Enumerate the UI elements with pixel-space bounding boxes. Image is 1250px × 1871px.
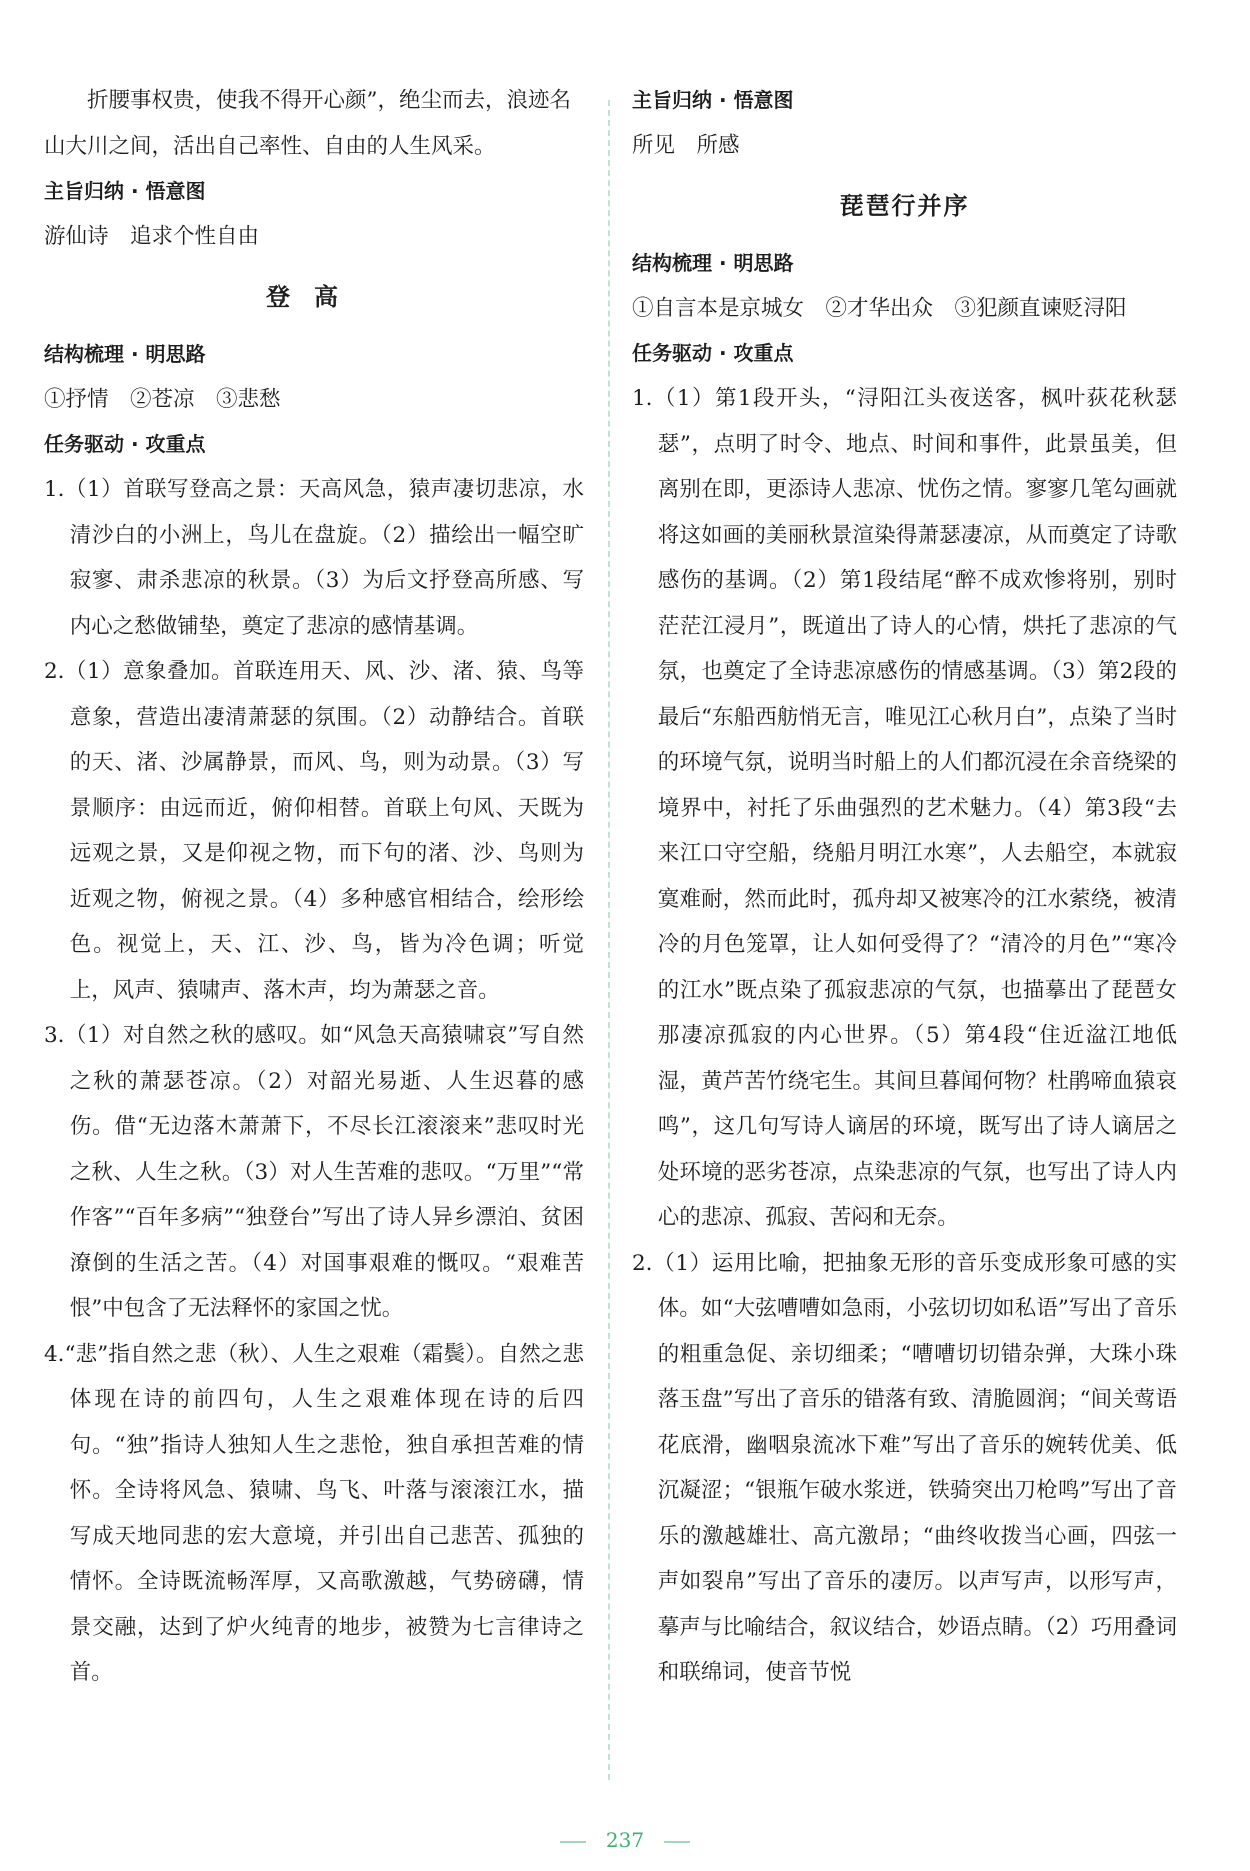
column-divider	[608, 100, 610, 1780]
theme-text: 游仙诗 追求个性自由	[44, 224, 260, 249]
footer-dash-right	[664, 1841, 690, 1843]
structure-text: ①自言本是京城女 ②才华出众 ③犯颜直谏贬浔阳	[632, 295, 1127, 321]
structure-heading: 结构梳理 · 明思路	[44, 341, 206, 366]
theme-heading: 主旨归纳 · 悟意图	[44, 179, 206, 203]
intro-line-1: 折腰事权贵，使我不得开心颜”，绝尘而去，浪迹名	[87, 88, 571, 113]
answer-item: 2.（1）意象叠加。首联连用天、风、沙、渚、猿、鸟等意象，营造出凄清萧瑟的氛围。（2）动静结合。首联的天、渚、沙属静景，而风、鸟，则为动景。（3）写景顺序：由远而近，俯仰相替。首联上句风、天既为远观之景，又是仰视之物，而下句的渚、沙、鸟则为近观之物，俯视之景。（4）多种感官相结合，绘形绘色。视觉上，天、江、沙、鸟，皆为冷色调；听觉上，风声、猿啸声、落木声，均为萧瑟之音。	[44, 659, 584, 1003]
answer-item: 2.（1）运用比喻，把抽象无形的音乐变成形象可感的实体。如“大弦嘈嘈如急雨，小弦切切如私语”写出了音乐的粗重急促、亲切细柔；“嘈嘈切切错杂弹，大珠小珠落玉盘”写出了音乐的错落有致、清脆圆润；“间关莺语花底滑，幽咽泉流冰下难”写出了音乐的婉转优美、低沉凝涩；“银瓶乍破水浆迸，铁骑突出刀枪鸣”写出了音乐的激越雄壮、高亢激昂；“曲终收拨当心画，四弦一声如裂帛”写出了音乐的凄厉。以声写声，以形写声，摹声与比喻结合，叙议结合，妙语点睛。（2）巧用叠词和联绵词，使音节悦	[632, 1250, 1177, 1685]
poem-title-pipaxing: 琵琶行并序	[839, 191, 970, 220]
intro-line-2: 山大川之间，活出自己率性、自由的人生风采。	[44, 133, 496, 159]
left-column	[44, 78, 584, 1696]
poem-title-denggao: 登高	[266, 282, 362, 311]
answer-item: 1.（1）首联写登高之景：天高风急，猿声凄切悲凉，水清沙白的小洲上，鸟儿在盘旋。（2）描绘出一幅空旷寂寥、肃杀悲凉的秋景。（3）为后文抒登高所感、写内心之愁做铺垫，奠定了悲凉的感情基调。	[44, 477, 584, 639]
right-column	[632, 78, 1177, 1696]
answer-item: 1.（1）第1段开头，“浔阳江头夜送客，枫叶荻花秋瑟瑟”，点明了时令、地点、时间和事件，此景虽美，但离别在即，更添诗人悲凉、忧伤之情。寥寥几笔勾画就将这如画的美丽秋景渲染得萧瑟凄凉，从而奠定了诗歌感伤的基调。（2）第1段结尾“醉不成欢惨将别，别时茫茫江浸月”，既道出了诗人的心情，烘托了悲凉的气氛，也奠定了全诗悲凉感伤的情感基调。（3）第2段的最后“东船西舫悄无言，唯见江心秋月白”，点染了当时的环境气氛，说明当时船上的人们都沉浸在余音绕梁的境界中，衬托了乐曲强烈的艺术魅力。（4）第3段“去来江口守空船，绕船月明江水寒”，人去船空，本就寂寞难耐，然而此时，孤舟却又被寒冷的江水萦绕，被清冷的月色笼罩，让人如何受得了？“清冷的月色”“寒冷的江水”既点染了孤寂悲凉的气氛，也描摹出了琵琶女那凄凉孤寂的内心世界。（5）第4段“住近湓江地低湿，黄芦苦竹绕宅生。其间旦暮闻何物？杜鹃啼血猿哀鸣”，这几句写诗人谪居的环境，既写出了诗人谪居之处环境的恶劣苍凉，点染悲凉的气氛，也写出了诗人内心的悲凉、孤寂、苦闷和无奈。	[632, 386, 1177, 1230]
page-number: 237	[605, 1828, 645, 1852]
structure-heading: 结构梳理 · 明思路	[632, 250, 794, 275]
theme-heading: 主旨归纳 · 悟意图	[632, 88, 794, 112]
answer-item: 3.（1）对自然之秋的感叹。如“风急天高猿啸哀”写自然之秋的萧瑟苍凉。（2）对韶光易逝、人生迟暮的感伤。借“无边落木萧萧下，不尽长江滚滚来”悲叹时光之秋、人生之秋。（3）对人生苦难的悲叹。“万里”“常作客”“百年多病”“独登台”写出了诗人异乡漂泊、贫困潦倒的生活之苦。（4）对国事艰难的慨叹。“艰难苦恨”中包含了无法释怀的家国之忧。	[44, 1023, 584, 1321]
footer-dash-left	[560, 1841, 586, 1843]
structure-text: ①抒情 ②苍凉 ③悲愁	[44, 386, 281, 412]
task-heading: 任务驱动 · 攻重点	[632, 341, 794, 365]
theme-text: 所见 所感	[632, 133, 740, 158]
page-footer	[0, 1828, 1250, 1852]
answer-item: 4.“悲”指自然之悲（秋）、人生之艰难（霜鬓）。自然之悲体现在诗的前四句，人生之艰难体现在诗的后四句。“独”指诗人独知人生之悲怆，独自承担苦难的情怀。全诗将风急、猿啸、鸟飞、叶落与滚滚江水，描写成天地同悲的宏大意境，并引出自己悲苦、孤独的情怀。全诗既流畅浑厚，又高歌激越，气势磅礴，情景交融，达到了炉火纯青的地步，被赞为七言律诗之首。	[44, 1341, 584, 1685]
task-heading: 任务驱动 · 攻重点	[44, 432, 206, 456]
